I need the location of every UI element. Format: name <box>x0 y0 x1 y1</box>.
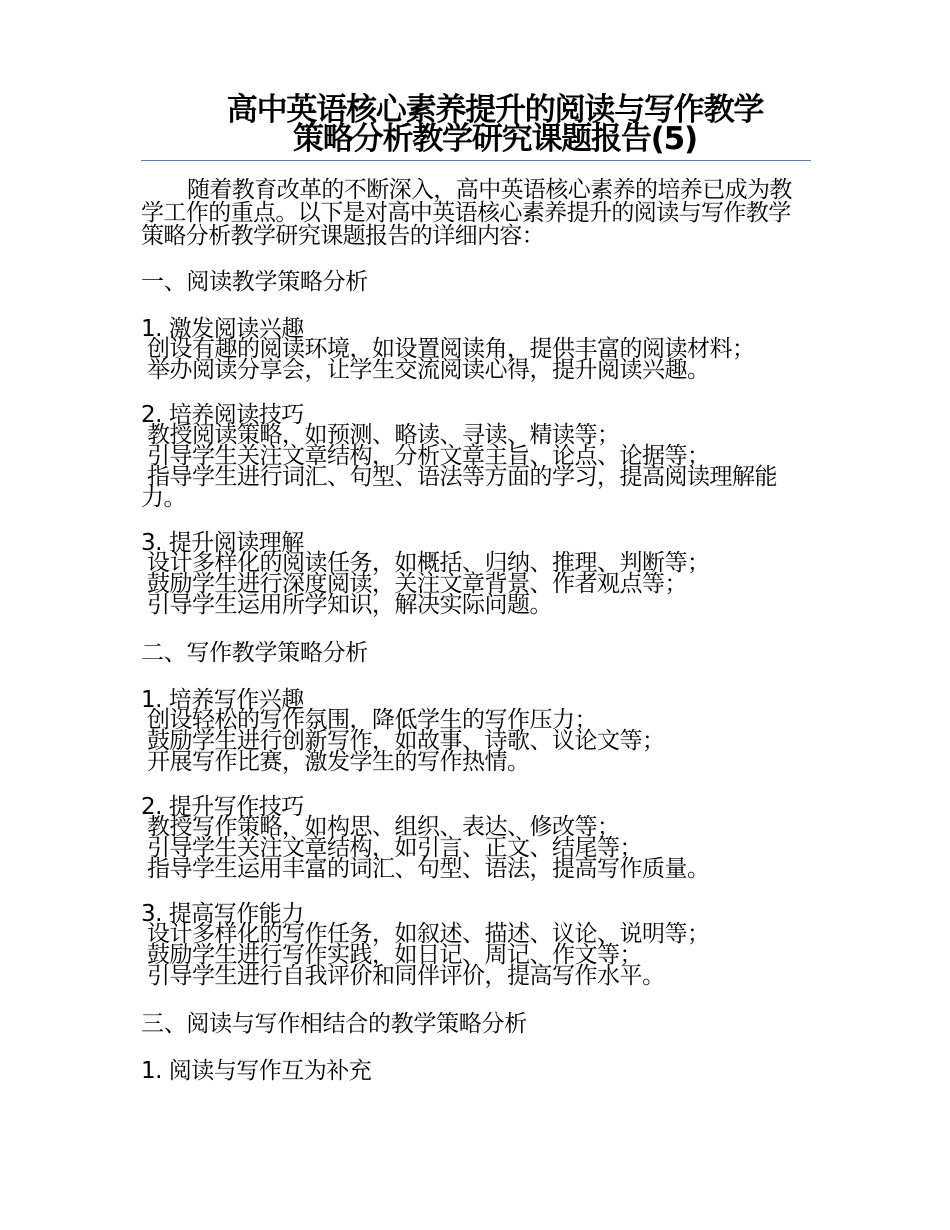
document-page <box>141 92 811 1105</box>
subsection <box>141 316 811 383</box>
list-item: 鼓励学生进行写作实践，如日记、周记、作文等； <box>147 942 642 968</box>
title-line-1: 高中英语核心素养提升的阅读与写作教学 <box>226 92 764 128</box>
subsection <box>141 901 811 989</box>
section-combined <box>141 1011 811 1037</box>
section-heading: 一、阅读教学策略分析 <box>141 269 369 295</box>
list-item: 引导学生进行自我评价和同伴评价，提高写作水平。 <box>147 963 665 989</box>
list-item: 设计多样化的阅读任务，如概括、归纳、推理、判断等； <box>147 550 710 576</box>
subsection <box>141 794 811 882</box>
subsection-title: 1. 培养写作兴趣 <box>141 687 304 713</box>
list-item: 指导学生运用丰富的词汇、句型、语法，提高写作质量。 <box>147 856 710 882</box>
subsection-title: 2. 提升写作技巧 <box>141 794 304 820</box>
subsection <box>141 402 811 511</box>
section-writing <box>141 640 811 666</box>
list-item: 创设有趣的阅读环境，如设置阅读角，提供丰富的阅读材料； <box>147 336 755 362</box>
subsection-title: 3. 提高写作能力 <box>141 901 304 927</box>
list-item: 引导学生运用所学知识，解决实际问题。 <box>147 592 552 618</box>
list-item: 引导学生关注文章结构，如引言、正文、结尾等； <box>147 835 642 861</box>
list-item: 引导学生关注文章结构，分析文章主旨、论点、论据等； <box>147 443 710 469</box>
list-item: 创设轻松的写作氛围，降低学生的写作压力； <box>147 707 597 733</box>
section-reading <box>141 269 811 295</box>
title-divider <box>141 160 811 161</box>
list-item: 指导学生进行词汇、句型、语法等方面的学习，提高阅读理解能力。 <box>141 464 777 511</box>
list-item: 鼓励学生进行深度阅读，关注文章背景、作者观点等； <box>147 571 687 597</box>
intro-paragraph: 随着教育改革的不断深入，高中英语核心素养的培养已成为教学工作的重点。以下是对高中英语核心素养提升的阅读与写作教学策略分析教学研究课题报告的详细内容： <box>141 177 792 249</box>
list-item: 设计多样化的写作任务，如叙述、描述、议论、说明等； <box>147 921 710 947</box>
subsection-title: 1. 阅读与写作互为补充 <box>141 1058 372 1084</box>
title-line-2: 策略分析教学研究课题报告(5) <box>293 121 697 157</box>
list-item: 教授写作策略，如构思、组织、表达、修改等； <box>147 814 620 840</box>
section-heading: 三、阅读与写作相结合的教学策略分析 <box>141 1011 527 1037</box>
list-item: 鼓励学生进行创新写作，如故事、诗歌、议论文等； <box>147 728 665 754</box>
subsection-title: 2. 培养阅读技巧 <box>141 402 304 428</box>
list-item: 开展写作比赛，激发学生的写作热情。 <box>147 749 530 775</box>
section-heading: 二、写作教学策略分析 <box>141 640 369 666</box>
subsection <box>141 530 811 618</box>
subsection <box>141 687 811 775</box>
subsection-title: 3. 提升阅读理解 <box>141 530 304 556</box>
document-title <box>141 92 811 157</box>
list-item: 教授阅读策略，如预测、略读、寻读、精读等； <box>147 422 620 448</box>
subsection-title: 1. 激发阅读兴趣 <box>141 316 304 342</box>
list-item: 举办阅读分享会，让学生交流阅读心得，提升阅读兴趣。 <box>147 357 710 383</box>
subsection <box>141 1058 811 1084</box>
